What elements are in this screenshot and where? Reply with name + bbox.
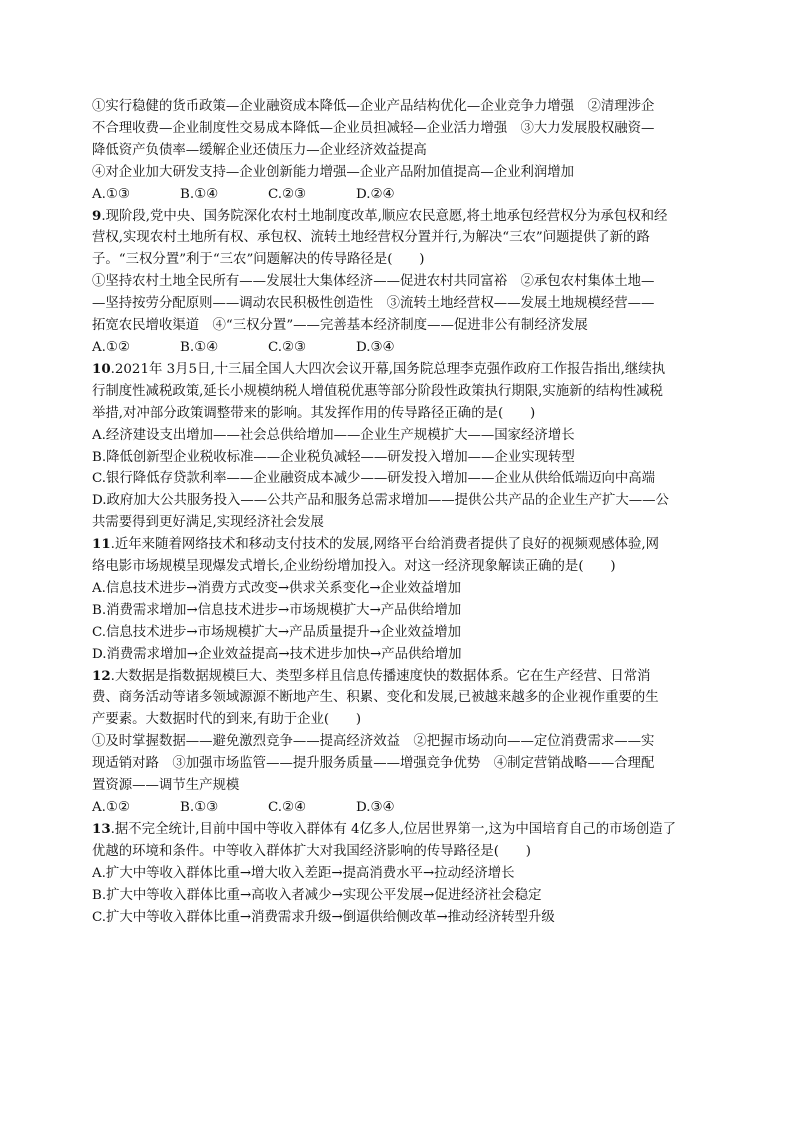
- statement-line: 降低资产负债率—缓解企业还债压力—企业经济效益提高: [92, 142, 427, 158]
- option-line: B.扩大中等收入群体比重→高收入者减少→实现公平发展→促进经济社会稳定: [92, 887, 542, 903]
- question-11: [92, 534, 704, 665]
- option-line: D.消费需求增加→企业效益提高→技术进步加快→产品供给增加: [92, 646, 462, 662]
- option-a: A.①③: [92, 186, 130, 202]
- question-stem-line: 产要素。大数据时代的到来,有助于企业( ): [92, 712, 362, 728]
- option-line: A.经济建设支出增加——社会总供给增加——企业生产规模扩大——国家经济增长: [92, 427, 575, 443]
- question-10: [92, 359, 704, 534]
- question-stem-line: 12.大数据是指数据规模巨大、类型多样且信息传播速度快的数据体系。它在生产经营、日常消: [92, 667, 651, 684]
- question-number: 12: [92, 667, 111, 684]
- statement-line: 不合理收费—企业制度性交易成本降低—企业员担减轻—企业活力增强 ③大力发展股权融资—: [92, 120, 655, 136]
- option-a: A.①②: [92, 800, 130, 815]
- option-d: D.②④: [356, 186, 395, 202]
- statement-line: —坚持按劳分配原则——调动农民积极性创造性 ③流转土地经营权——发展土地规模经营——: [92, 296, 655, 312]
- statement-line: ①实行稳健的货币政策—企业融资成本降低—企业产品结构优化—企业竞争力增强 ②清理涉企: [92, 99, 655, 114]
- question-stem-line: 优越的环境和条件。中等收入群体扩大对我国经济影响的传导路径是( ): [92, 843, 531, 859]
- question-13: [92, 819, 704, 929]
- statement-line: ④对企业加大研发支持—企业创新能力增强—企业产品附加值提高—企业利润增加: [92, 164, 575, 180]
- question-number: 11: [92, 536, 111, 553]
- option-d: D.③④: [356, 800, 395, 815]
- question-stem-line: 费、商务活动等诸多领域源源不断地产生、积累、变化和发展,已被越来越多的企业视作重要的生: [92, 690, 659, 706]
- statement-line: ①坚持农村土地全民所有——发展壮大集体经济——促进农村共同富裕 ②承包农村集体土地—: [92, 274, 655, 290]
- option-line: C.银行降低存贷款利率——企业融资成本减少——研发投入增加——企业从供给低端迈向中高端: [92, 471, 656, 487]
- question-stem-line: 行制度性减税政策,延长小规模纳税人增值税优惠等部分阶段性政策执行期限,实施新的结构性减税: [92, 383, 663, 399]
- question-number: 10: [92, 360, 111, 377]
- option-d: D.③④: [356, 339, 395, 355]
- question-number: 9: [92, 207, 102, 224]
- document-page: [92, 96, 704, 928]
- question-number: 13: [92, 820, 111, 837]
- option-b: B.①④: [180, 186, 219, 202]
- option-c: C.②③: [268, 339, 307, 355]
- question-12-options: [92, 797, 704, 819]
- option-a: A.①②: [92, 339, 130, 355]
- option-line: A.扩大中等收入群体比重→增大收入差距→提高消费水平→拉动经济增长: [92, 865, 515, 881]
- question-stem-line: 营权,实现农村土地所有权、承包权、流转土地经营权分置并行,为解决“三农”问题提供了新的路: [92, 230, 650, 246]
- option-c: C.②④: [268, 800, 307, 815]
- option-line: B.消费需求增加→信息技术进步→市场规模扩大→产品供给增加: [92, 602, 462, 618]
- option-line: C.信息技术进步→市场规模扩大→产品质量提升→企业效益增加: [92, 624, 462, 640]
- option-b: B.①③: [180, 800, 219, 815]
- question-12: [92, 666, 704, 819]
- question-stem-line: 9.现阶段,党中央、国务院深化农村土地制度改革,顺应农民意愿,将土地承包经营权分为承包权和经: [92, 207, 668, 224]
- question-9-options: [92, 337, 704, 359]
- question-stem-line: 子。“三权分置”利于“三农”问题解决的传导路径是( ): [92, 252, 425, 268]
- question-9: [92, 206, 704, 359]
- option-line: A.信息技术进步→消费方式改变→供求关系变化→企业效益增加: [92, 580, 461, 596]
- option-line: 共需要得到更好满足,实现经济社会发展: [92, 515, 324, 531]
- question-stem-line: 络电影市场规模呈现爆发式增长,企业纷纷增加投入。对这一经济现象解读正确的是( ): [92, 559, 616, 575]
- question-stem-line: 10.2021年 3月5日,十三届全国人大四次会议开幕,国务院总理李克强作政府工作报告指出,继续执: [92, 360, 666, 377]
- statement-line: 置资源——调节生产规模: [92, 778, 240, 794]
- statement-line: 拓宽农民增收渠道 ④“三权分置”——完善基本经济制度——促进非公有制经济发展: [92, 318, 588, 334]
- option-line: D.政府加大公共服务投入——公共产品和服务总需求增加——提供公共产品的企业生产扩大——公: [92, 493, 669, 509]
- question-stem-line: 13.据不完全统计,目前中国中等收入群体有 4亿多人,位居世界第一,这为中国培育自己的市场创造了: [92, 820, 677, 837]
- statement-line: 现适销对路 ③加强市场监管——提升服务质量——增强竞争优势 ④制定营销战略——合理配: [92, 756, 655, 772]
- option-b: B.①④: [180, 339, 219, 355]
- question-8-statements: [92, 96, 704, 184]
- option-c: C.②③: [268, 186, 307, 202]
- question-stem-line: 举措,对冲部分政策调整带来的影响。其发挥作用的传导路径正确的是( ): [92, 405, 536, 421]
- option-line: B.降低创新型企业税收标准——企业税负减轻——研发投入增加——企业实现转型: [92, 449, 575, 465]
- statement-line: ①及时掌握数据——避免激烈竞争——提高经济效益 ②把握市场动向——定位消费需求——实: [92, 734, 655, 750]
- question-8-options: [92, 184, 704, 206]
- question-stem-line: 11.近年来随着网络技术和移动支付技术的发展,网络平台给消费者提供了良好的视频观感体验,网: [92, 536, 660, 553]
- option-line: C.扩大中等收入群体比重→消费需求升级→倒逼供给侧改革→推动经济转型升级: [92, 909, 555, 925]
